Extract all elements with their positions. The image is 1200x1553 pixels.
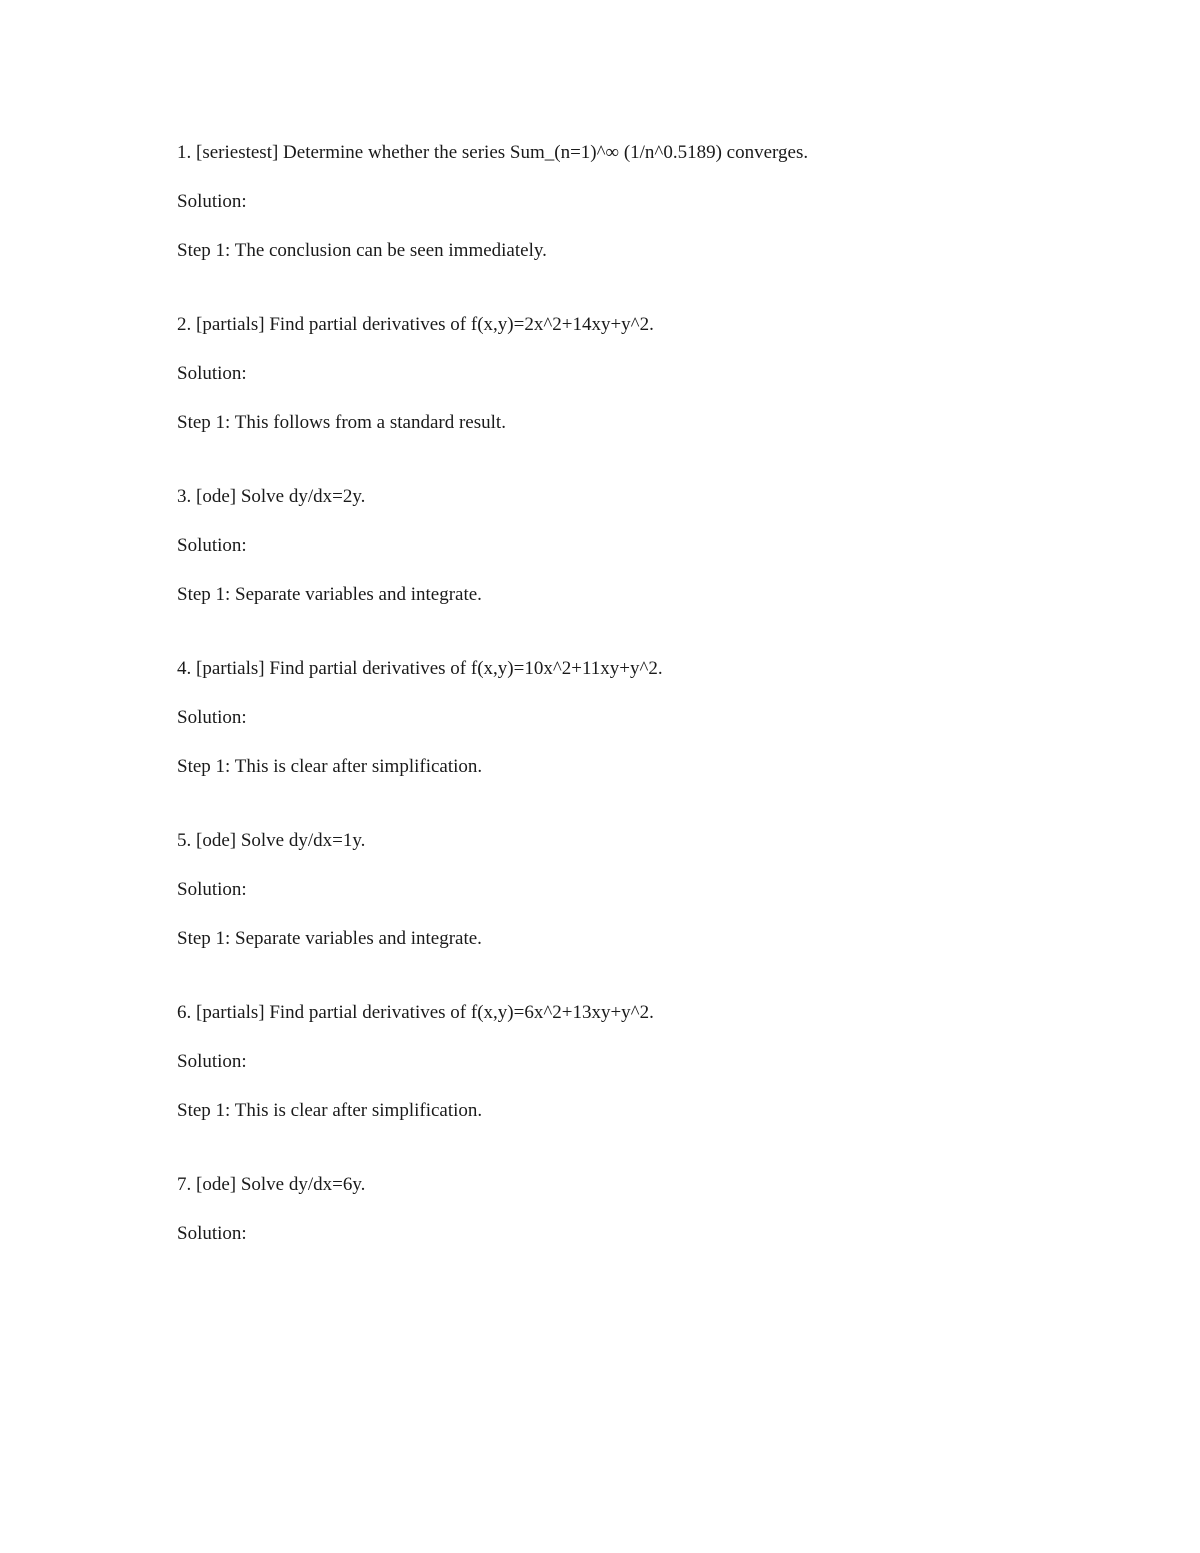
problem-7 (177, 1172, 1137, 1247)
problem-statement: 6. [partials] Find partial derivatives of f(x,y)=6x^2+13xy+y^2. (177, 1002, 654, 1023)
document-body (177, 140, 1137, 1295)
problem-2 (177, 312, 1137, 436)
problem-statement: 2. [partials] Find partial derivatives of f(x,y)=2x^2+14xy+y^2. (177, 314, 654, 335)
solution-step: Step 1: This is clear after simplification. (177, 756, 483, 777)
problem-statement: 5. [ode] Solve dy/dx=1y. (177, 830, 366, 851)
problem-3 (177, 484, 1137, 608)
solution-step: Step 1: The conclusion can be seen immediately. (177, 240, 547, 261)
solution-label: Solution: (177, 1051, 247, 1072)
problem-statement: 4. [partials] Find partial derivatives of f(x,y)=10x^2+11xy+y^2. (177, 658, 663, 679)
solution-step: Step 1: Separate variables and integrate. (177, 584, 482, 605)
solution-label: Solution: (177, 879, 247, 900)
solution-label: Solution: (177, 535, 247, 556)
solution-step: Step 1: Separate variables and integrate. (177, 928, 482, 949)
solution-step: Step 1: This follows from a standard result. (177, 412, 506, 433)
problem-1 (177, 140, 1137, 264)
solution-label: Solution: (177, 707, 247, 728)
solution-step: Step 1: This is clear after simplification. (177, 1100, 483, 1121)
problem-6 (177, 1000, 1137, 1124)
solution-label: Solution: (177, 191, 247, 212)
problem-5 (177, 828, 1137, 952)
problem-4 (177, 656, 1137, 780)
solution-label: Solution: (177, 1223, 247, 1244)
solution-label: Solution: (177, 363, 247, 384)
problem-statement: 1. [seriestest] Determine whether the series Sum_(n=1)^∞ (1/n^0.5189) converges. (177, 142, 809, 163)
problem-statement: 7. [ode] Solve dy/dx=6y. (177, 1174, 366, 1195)
problem-statement: 3. [ode] Solve dy/dx=2y. (177, 486, 366, 507)
